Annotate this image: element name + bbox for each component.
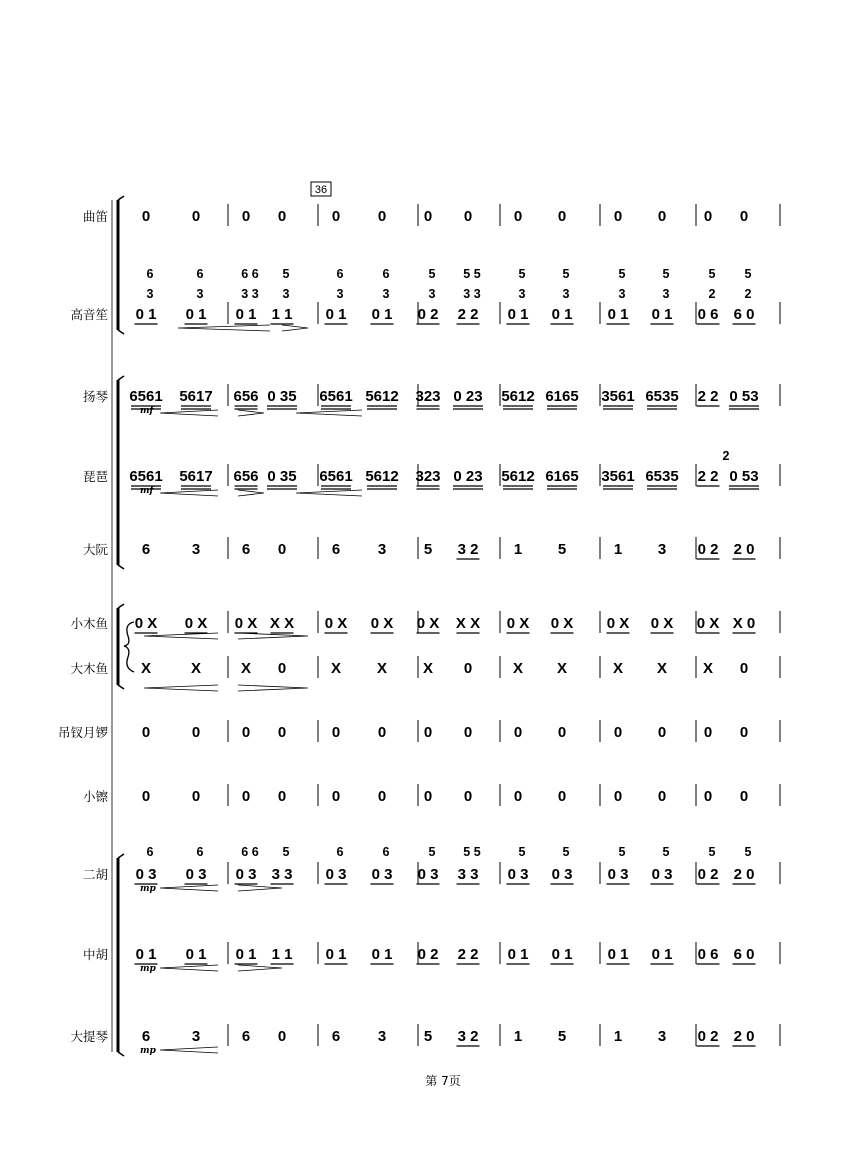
note-group: 0 bbox=[739, 660, 749, 677]
chord-note-top: 6 bbox=[146, 267, 154, 281]
note-group: 5617 bbox=[179, 388, 213, 405]
note-group: X bbox=[702, 660, 714, 677]
instrument-name: 小镲 bbox=[82, 789, 108, 804]
note-group: 0 3 bbox=[507, 866, 529, 883]
bracket-winds-top bbox=[118, 196, 124, 200]
crescendo-hairpin bbox=[144, 685, 218, 691]
note-group: 656 bbox=[233, 468, 259, 485]
note-group: 2 2 bbox=[457, 946, 479, 963]
note-group: 0 bbox=[463, 660, 473, 677]
note-group: 6535 bbox=[645, 468, 679, 485]
note-group: 5 bbox=[423, 1028, 433, 1045]
crescendo-hairpin bbox=[178, 325, 270, 331]
note-group: 0 bbox=[141, 208, 151, 225]
note-group: 2 0 bbox=[733, 1028, 755, 1045]
note-group: 5617 bbox=[179, 468, 213, 485]
crescendo-hairpin bbox=[160, 410, 218, 416]
note-group: 0 X bbox=[650, 615, 674, 632]
note-group: 0 2 bbox=[697, 866, 719, 883]
chord-note-mid: 3 bbox=[562, 287, 570, 301]
note-group: 0 1 bbox=[651, 306, 673, 323]
note-group: 3 bbox=[657, 541, 667, 558]
note-group: 6 bbox=[241, 541, 251, 558]
chord-note-mid: 3 bbox=[146, 287, 154, 301]
note-group: 1 bbox=[613, 541, 623, 558]
note-group: 0 3 bbox=[651, 866, 673, 883]
instrument-name: 曲笛 bbox=[82, 209, 108, 224]
note-group: 0 6 bbox=[697, 306, 719, 323]
note-group: 3 2 bbox=[457, 1028, 479, 1045]
note-group: 0 2 bbox=[417, 306, 439, 323]
chord-note-top: 5 bbox=[708, 267, 716, 281]
chord-note-top: 5 bbox=[282, 845, 290, 859]
chord-note-top: 5 bbox=[618, 267, 626, 281]
note-group: 2 0 bbox=[733, 541, 755, 558]
note-group: 0 bbox=[377, 724, 387, 741]
note-group: X bbox=[422, 660, 434, 677]
note-group: 1 1 bbox=[271, 946, 293, 963]
instrument-name: 吊钗月锣 bbox=[57, 725, 108, 740]
note-group: 0 X bbox=[506, 615, 530, 632]
note-group: 0 bbox=[463, 788, 473, 805]
chord-note-mid: 3 bbox=[618, 287, 626, 301]
note-group: 0 bbox=[141, 788, 151, 805]
chord-note-mid: 2 bbox=[708, 287, 716, 301]
note-group: 5612 bbox=[365, 468, 399, 485]
note-group: 323 bbox=[415, 468, 441, 485]
note-group: 0 1 bbox=[235, 946, 257, 963]
note-group: 0 bbox=[557, 788, 567, 805]
note-group: X bbox=[140, 660, 152, 677]
chord-note-top: 6 6 bbox=[241, 267, 259, 281]
note-group: X bbox=[512, 660, 524, 677]
note-group: 0 bbox=[423, 724, 433, 741]
dynamic-mark: mf bbox=[140, 486, 154, 496]
note-group: 0 bbox=[703, 724, 713, 741]
note-group: 6 0 bbox=[733, 946, 755, 963]
note-group: 0 bbox=[423, 788, 433, 805]
note-group: 3 bbox=[377, 1028, 387, 1045]
note-group: 6561 bbox=[319, 388, 353, 405]
chord-note-mid: 3 bbox=[518, 287, 526, 301]
note-group: 1 bbox=[513, 1028, 523, 1045]
note-group: 2 2 bbox=[697, 468, 719, 485]
chord-note-top: 6 bbox=[382, 267, 390, 281]
note-group: 3 bbox=[377, 541, 387, 558]
dynamic-mark: mf bbox=[140, 406, 154, 416]
chord-note-mid: 3 bbox=[428, 287, 436, 301]
note-group: 0 bbox=[703, 208, 713, 225]
note-group: 0 bbox=[657, 208, 667, 225]
note-group: 6 bbox=[331, 1028, 341, 1045]
note-group: 0 2 bbox=[417, 946, 439, 963]
chord-note-top: 6 bbox=[336, 845, 344, 859]
chord-note-mid: 3 bbox=[336, 287, 344, 301]
crescendo-hairpin bbox=[296, 410, 362, 416]
note-group: 0 1 bbox=[135, 306, 157, 323]
crescendo-hairpin bbox=[160, 490, 218, 496]
note-group: 6 bbox=[141, 541, 151, 558]
note-group: 3561 bbox=[601, 468, 635, 485]
note-group: X bbox=[240, 660, 252, 677]
note-group: 0 bbox=[277, 208, 287, 225]
bracket-strings-top bbox=[118, 854, 124, 858]
note-group: 0 3 bbox=[325, 866, 347, 883]
note-group: 0 3 bbox=[607, 866, 629, 883]
note-group: 0 1 bbox=[185, 306, 207, 323]
bracket-woodblocks-bottom bbox=[118, 685, 124, 689]
woodblock-brace bbox=[124, 622, 134, 672]
upper-note: 2 bbox=[722, 449, 730, 463]
note-group: 0 1 bbox=[551, 946, 573, 963]
note-group: 6 0 bbox=[733, 306, 755, 323]
chord-note-mid: 3 3 bbox=[463, 287, 481, 301]
note-group: 0 6 bbox=[697, 946, 719, 963]
note-group: 2 2 bbox=[457, 306, 479, 323]
note-group: 0 bbox=[557, 208, 567, 225]
instrument-name: 琵琶 bbox=[82, 469, 108, 484]
instrument-name: 大提琴 bbox=[70, 1029, 108, 1044]
note-group: 0 1 bbox=[325, 306, 347, 323]
note-group: 0 bbox=[513, 724, 523, 741]
chord-note-top: 6 bbox=[382, 845, 390, 859]
chord-note-top: 5 bbox=[744, 845, 752, 859]
note-group: X bbox=[656, 660, 668, 677]
chord-note-top: 5 bbox=[562, 845, 570, 859]
note-group: 0 3 bbox=[235, 866, 257, 883]
note-group: 0 3 bbox=[371, 866, 393, 883]
note-group: 3 bbox=[191, 1028, 201, 1045]
chord-note-top: 5 bbox=[518, 267, 526, 281]
note-group: 1 bbox=[613, 1028, 623, 1045]
note-group: 0 35 bbox=[267, 388, 297, 405]
decrescendo-hairpin bbox=[238, 490, 264, 496]
note-group: 5612 bbox=[501, 388, 535, 405]
note-group: 0 1 bbox=[507, 306, 529, 323]
chord-note-top: 5 bbox=[518, 845, 526, 859]
chord-note-mid: 3 bbox=[382, 287, 390, 301]
crescendo-hairpin bbox=[144, 633, 218, 639]
note-group: 6561 bbox=[129, 388, 163, 405]
chord-note-top: 5 5 bbox=[463, 845, 481, 859]
note-group: 0 X bbox=[134, 615, 158, 632]
instrument-name: 小木鱼 bbox=[70, 616, 108, 631]
note-group: 0 1 bbox=[371, 946, 393, 963]
note-group: 0 bbox=[241, 788, 251, 805]
note-group: 0 bbox=[423, 208, 433, 225]
chord-note-top: 6 6 bbox=[241, 845, 259, 859]
note-group: 3 bbox=[191, 541, 201, 558]
note-group: 323 bbox=[415, 388, 441, 405]
note-group: 0 bbox=[277, 1028, 287, 1045]
note-group: 5 bbox=[423, 541, 433, 558]
note-group: 0 bbox=[277, 660, 287, 677]
note-group: X bbox=[376, 660, 388, 677]
note-group: 0 bbox=[703, 788, 713, 805]
note-group: 0 1 bbox=[507, 946, 529, 963]
chord-note-top: 5 5 bbox=[463, 267, 481, 281]
note-group: 0 bbox=[613, 724, 623, 741]
note-group: 5612 bbox=[501, 468, 535, 485]
note-group: 0 X bbox=[324, 615, 348, 632]
rehearsal-number: 36 bbox=[314, 184, 328, 196]
note-group: 0 X bbox=[184, 615, 208, 632]
note-group: 0 3 bbox=[417, 866, 439, 883]
chord-note-top: 5 bbox=[618, 845, 626, 859]
note-group: 5 bbox=[557, 1028, 567, 1045]
note-group: 656 bbox=[233, 388, 259, 405]
note-group: 0 bbox=[513, 208, 523, 225]
bracket-plucked-top bbox=[118, 376, 124, 380]
note-group: 0 1 bbox=[551, 306, 573, 323]
note-group: X 0 bbox=[732, 615, 756, 632]
note-group: 0 X bbox=[370, 615, 394, 632]
decrescendo-hairpin bbox=[238, 885, 282, 891]
note-group: 0 bbox=[331, 788, 341, 805]
note-group: 0 53 bbox=[729, 468, 759, 485]
decrescendo-hairpin bbox=[238, 633, 308, 639]
note-group: X X bbox=[269, 615, 295, 632]
instrument-name: 大木鱼 bbox=[70, 661, 108, 676]
chord-note-top: 5 bbox=[428, 845, 436, 859]
chord-note-mid: 3 bbox=[282, 287, 290, 301]
note-group: 0 bbox=[513, 788, 523, 805]
note-group: 0 bbox=[241, 208, 251, 225]
note-group: 0 bbox=[613, 208, 623, 225]
chord-note-mid: 3 bbox=[662, 287, 670, 301]
chord-note-mid: 3 bbox=[196, 287, 204, 301]
note-group: 6561 bbox=[129, 468, 163, 485]
note-group: 0 1 bbox=[371, 306, 393, 323]
note-group: 0 bbox=[657, 724, 667, 741]
bracket-plucked-bottom bbox=[118, 565, 124, 569]
note-group: 0 1 bbox=[325, 946, 347, 963]
note-group: 0 1 bbox=[607, 306, 629, 323]
note-group: 1 bbox=[513, 541, 523, 558]
instrument-name: 中胡 bbox=[82, 947, 108, 962]
instrument-name: 大阮 bbox=[82, 542, 108, 557]
decrescendo-hairpin bbox=[282, 325, 308, 331]
chord-note-top: 5 bbox=[562, 267, 570, 281]
note-group: 3 2 bbox=[457, 541, 479, 558]
note-group: 0 bbox=[739, 788, 749, 805]
note-group: 0 2 bbox=[697, 1028, 719, 1045]
crescendo-hairpin bbox=[296, 490, 362, 496]
note-group: 0 bbox=[331, 724, 341, 741]
note-group: 6561 bbox=[319, 468, 353, 485]
chord-note-top: 5 bbox=[282, 267, 290, 281]
chord-note-top: 5 bbox=[428, 267, 436, 281]
note-group: 1 1 bbox=[271, 306, 293, 323]
note-group: 0 bbox=[141, 724, 151, 741]
note-group: X X bbox=[455, 615, 481, 632]
note-group: 3 bbox=[657, 1028, 667, 1045]
note-group: 0 bbox=[331, 208, 341, 225]
note-group: 0 23 bbox=[453, 468, 483, 485]
note-group: 5 bbox=[557, 541, 567, 558]
note-group: 6165 bbox=[545, 468, 579, 485]
note-group: 0 bbox=[739, 208, 749, 225]
dynamic-mark: mp bbox=[140, 964, 156, 974]
note-group: 0 X bbox=[234, 615, 258, 632]
chord-note-mid: 2 bbox=[744, 287, 752, 301]
page-number: 第 7页 bbox=[425, 1074, 461, 1088]
note-group: 0 2 bbox=[697, 541, 719, 558]
dynamic-mark: mp bbox=[140, 884, 156, 894]
chord-note-top: 6 bbox=[336, 267, 344, 281]
note-group: 6165 bbox=[545, 388, 579, 405]
note-group: 0 1 bbox=[651, 946, 673, 963]
note-group: 0 bbox=[191, 724, 201, 741]
bracket-woodblocks-top bbox=[118, 604, 124, 608]
note-group: 0 bbox=[613, 788, 623, 805]
note-group: 0 3 bbox=[135, 866, 157, 883]
crescendo-hairpin bbox=[160, 965, 218, 971]
crescendo-hairpin bbox=[160, 885, 218, 891]
chord-note-top: 5 bbox=[662, 267, 670, 281]
bracket-strings-bottom bbox=[118, 1052, 124, 1056]
note-group: 0 X bbox=[550, 615, 574, 632]
bracket-winds-bottom bbox=[118, 330, 124, 334]
note-group: 6 bbox=[331, 541, 341, 558]
note-group: 2 0 bbox=[733, 866, 755, 883]
note-group: 0 bbox=[463, 208, 473, 225]
note-group: 0 bbox=[377, 788, 387, 805]
note-group: X bbox=[190, 660, 202, 677]
note-group: 0 bbox=[241, 724, 251, 741]
note-group: 5612 bbox=[365, 388, 399, 405]
instrument-name: 扬琴 bbox=[82, 389, 108, 404]
note-group: 0 X bbox=[696, 615, 720, 632]
decrescendo-hairpin bbox=[238, 685, 308, 691]
chord-note-top: 6 bbox=[196, 267, 204, 281]
note-group: 2 2 bbox=[697, 388, 719, 405]
note-group: 0 bbox=[739, 724, 749, 741]
note-group: 0 1 bbox=[185, 946, 207, 963]
note-group: 0 bbox=[463, 724, 473, 741]
note-group: 3 3 bbox=[457, 866, 479, 883]
note-group: 0 1 bbox=[235, 306, 257, 323]
note-group: 3 3 bbox=[271, 866, 293, 883]
note-group: 0 bbox=[277, 724, 287, 741]
note-group: 0 X bbox=[416, 615, 440, 632]
note-group: 0 bbox=[277, 541, 287, 558]
instrument-name: 二胡 bbox=[82, 867, 108, 882]
chord-note-top: 5 bbox=[708, 845, 716, 859]
note-group: 0 35 bbox=[267, 468, 297, 485]
note-group: 3561 bbox=[601, 388, 635, 405]
note-group: 0 53 bbox=[729, 388, 759, 405]
note-group: 6 bbox=[141, 1028, 151, 1045]
note-group: 0 23 bbox=[453, 388, 483, 405]
note-group: 0 bbox=[191, 788, 201, 805]
note-group: X bbox=[330, 660, 342, 677]
note-group: 0 1 bbox=[607, 946, 629, 963]
chord-note-top: 6 bbox=[196, 845, 204, 859]
note-group: 0 X bbox=[606, 615, 630, 632]
instrument-name: 高音笙 bbox=[70, 307, 108, 322]
note-group: 0 bbox=[191, 208, 201, 225]
decrescendo-hairpin bbox=[238, 410, 264, 416]
note-group: X bbox=[556, 660, 568, 677]
decrescendo-hairpin bbox=[238, 965, 282, 971]
chord-note-mid: 3 3 bbox=[241, 287, 259, 301]
note-group: 6 bbox=[241, 1028, 251, 1045]
note-group: 0 3 bbox=[185, 866, 207, 883]
note-group: X bbox=[612, 660, 624, 677]
note-group: 6535 bbox=[645, 388, 679, 405]
note-group: 0 3 bbox=[551, 866, 573, 883]
note-group: 0 1 bbox=[135, 946, 157, 963]
note-group: 0 bbox=[657, 788, 667, 805]
chord-note-top: 5 bbox=[662, 845, 670, 859]
note-group: 0 bbox=[277, 788, 287, 805]
chord-note-top: 5 bbox=[744, 267, 752, 281]
note-group: 0 bbox=[377, 208, 387, 225]
note-group: 0 bbox=[557, 724, 567, 741]
dynamic-mark: mp bbox=[140, 1046, 156, 1056]
chord-note-top: 6 bbox=[146, 845, 154, 859]
crescendo-hairpin bbox=[160, 1047, 218, 1053]
